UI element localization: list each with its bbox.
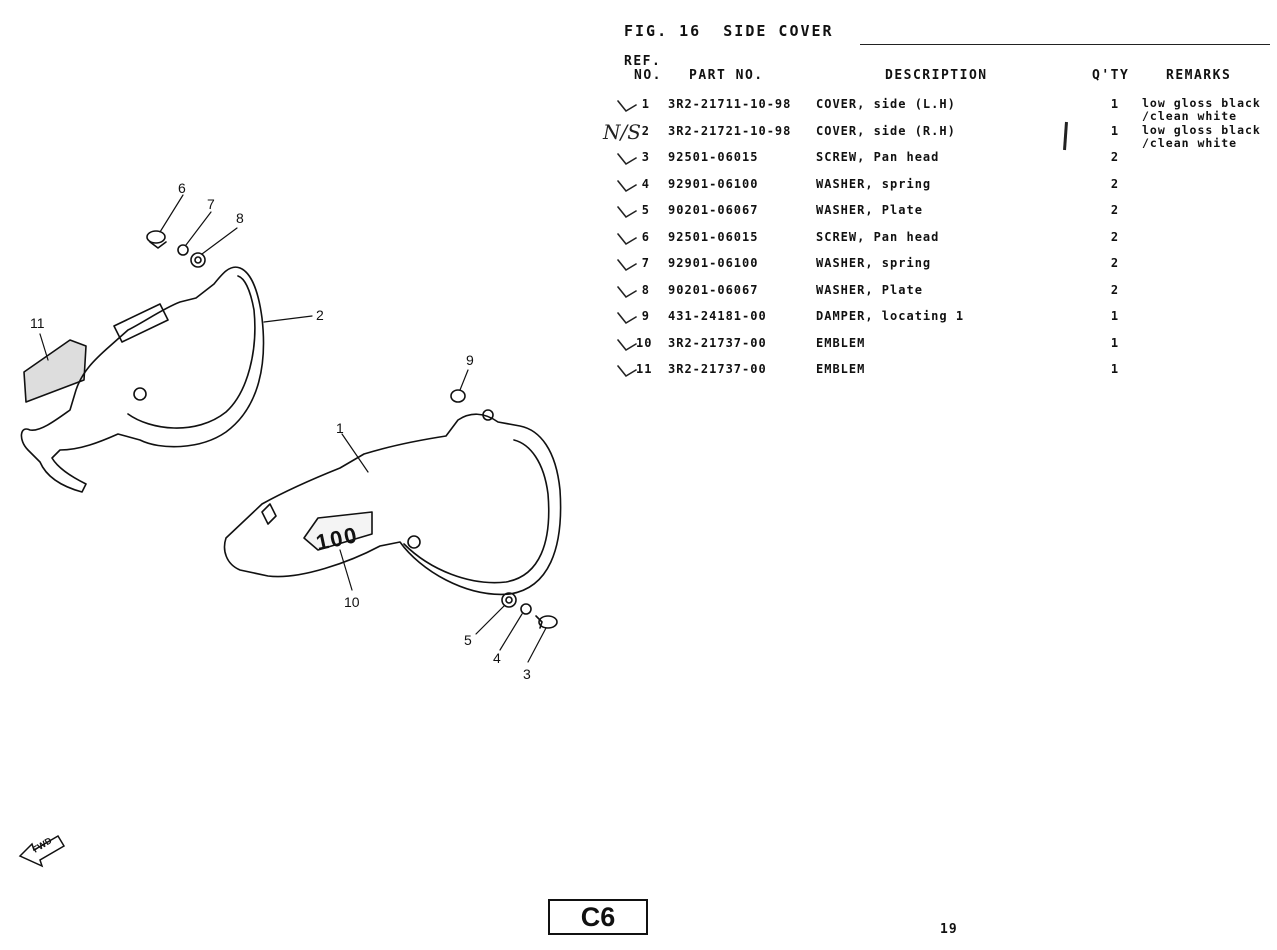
callout-5: 5 — [464, 632, 472, 648]
washer-5-shape — [502, 593, 516, 607]
ref-no-cell: 11 — [636, 362, 653, 376]
quantity-cell: 2 — [1110, 150, 1120, 164]
screw-6-shape — [147, 231, 166, 248]
callout-9: 9 — [466, 352, 474, 368]
ref-no-cell: 9 — [641, 309, 650, 323]
table-row — [600, 362, 1277, 382]
washer-8-shape — [191, 253, 205, 267]
table-row — [600, 177, 1277, 197]
quantity-cell: 1 — [1110, 309, 1120, 323]
quantity-cell: 1 — [1110, 362, 1120, 376]
ref-no-cell: 8 — [641, 282, 650, 297]
ref-no-cell: 3 — [641, 150, 650, 164]
part-no-cell: 92901-06100 — [668, 176, 759, 191]
remarks-line-2: /clean white — [1142, 135, 1238, 150]
quantity-cell: 2 — [1110, 282, 1120, 297]
callout-2: 2 — [316, 307, 324, 323]
part-no-cell: 92501-06015 — [668, 229, 759, 244]
handwritten-ns-note: N/S — [603, 120, 641, 144]
side-cover-rh-shape — [225, 414, 561, 594]
callout-10: 10 — [344, 594, 360, 610]
description-cell: COVER, side (R.H) — [816, 123, 956, 138]
ref-no-cell: 7 — [641, 256, 650, 270]
callout-1: 1 — [336, 420, 344, 436]
header-description: DESCRIPTION — [885, 68, 988, 83]
callout-3: 3 — [523, 666, 531, 682]
quantity-cell: 2 — [1110, 256, 1120, 270]
remarks-line-1: low gloss black — [1142, 96, 1261, 110]
description-cell: WASHER, spring — [816, 176, 932, 191]
ref-no-cell: 5 — [641, 203, 650, 217]
ref-no-cell: 4 — [641, 176, 650, 191]
part-no-cell: 90201-06067 — [668, 203, 759, 217]
table-row — [600, 122, 1277, 150]
callout-11: 11 — [30, 315, 45, 331]
ref-no-cell: 1 — [641, 97, 650, 111]
washer-7-shape — [178, 245, 188, 255]
screw-3-shape — [536, 616, 557, 628]
page-number: 19 — [940, 922, 958, 937]
quantity-cell: 1 — [1110, 97, 1120, 111]
table-row — [600, 309, 1277, 329]
damper-9-shape — [451, 390, 465, 402]
remarks-cell — [1142, 124, 1261, 150]
part-no-cell: 3R2-21721-10-98 — [668, 123, 792, 138]
header-qty: Q'TY — [1092, 68, 1130, 83]
emblem-text: 100 — [313, 521, 361, 556]
quantity-cell: 2 — [1110, 229, 1120, 244]
section-code: C6 — [548, 899, 648, 935]
part-no-cell: 92901-06100 — [668, 256, 759, 270]
table-row — [600, 230, 1277, 250]
part-no-cell: 431-24181-00 — [668, 309, 767, 323]
figure-title: FIG. 16 SIDE COVER — [624, 22, 834, 40]
table-row — [600, 283, 1277, 303]
description-cell: WASHER, spring — [816, 256, 932, 270]
ref-no-cell: 6 — [641, 229, 650, 244]
header-ref-line1: REF. — [624, 54, 662, 69]
table-row — [600, 256, 1277, 276]
description-cell: DAMPER, locating 1 — [816, 309, 965, 323]
description-cell: SCREW, Pan head — [816, 150, 940, 164]
part-no-cell: 3R2-21711-10-98 — [668, 97, 792, 111]
ref-no-cell: 2 — [641, 123, 650, 138]
exploded-diagram — [0, 150, 600, 710]
header-remarks: REMARKS — [1166, 68, 1232, 83]
callout-4: 4 — [493, 650, 501, 666]
header-part-no: PART NO. — [689, 68, 764, 83]
remarks-line-1: low gloss black — [1142, 122, 1261, 137]
remarks-line-2: /clean white — [1142, 109, 1238, 123]
description-cell: SCREW, Pan head — [816, 229, 940, 244]
part-no-cell: 3R2-21737-00 — [668, 335, 767, 350]
remarks-cell — [1142, 97, 1261, 123]
ref-no-cell: 10 — [636, 335, 653, 350]
table-row — [600, 336, 1277, 356]
title-rule — [860, 44, 1270, 45]
description-cell: WASHER, Plate — [816, 203, 923, 217]
quantity-cell: 2 — [1110, 203, 1120, 217]
side-cover-rh-inner — [404, 440, 549, 583]
description-cell: EMBLEM — [816, 362, 866, 376]
part-no-cell: 3R2-21737-00 — [668, 362, 767, 376]
callout-6: 6 — [178, 180, 186, 196]
description-cell: WASHER, Plate — [816, 282, 923, 297]
description-cell: EMBLEM — [816, 335, 866, 350]
washer-4-shape — [521, 604, 531, 614]
quantity-cell: 1 — [1110, 335, 1120, 350]
part-no-cell: 92501-06015 — [668, 150, 759, 164]
callout-7: 7 — [207, 196, 215, 212]
part-no-cell: 90201-06067 — [668, 282, 759, 297]
quantity-cell: 2 — [1110, 176, 1120, 191]
fwd-label: FWD — [30, 835, 54, 855]
description-cell: COVER, side (L.H) — [816, 97, 956, 111]
table-row — [600, 150, 1277, 170]
table-row — [600, 203, 1277, 223]
header-ref-line2: NO. — [634, 68, 662, 83]
table-row — [600, 96, 1277, 123]
emblem-11-shape — [24, 340, 86, 402]
callout-8: 8 — [236, 210, 244, 226]
quantity-cell: 1 — [1110, 123, 1120, 138]
